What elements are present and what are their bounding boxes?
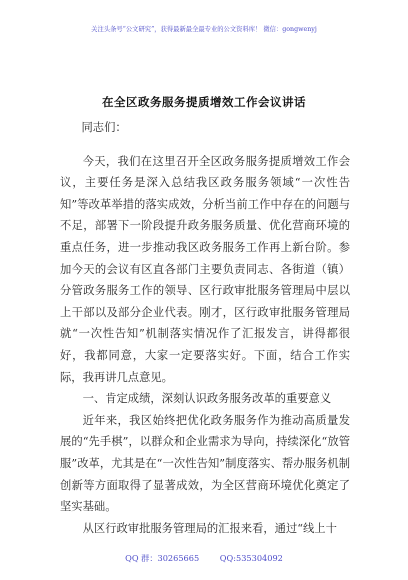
section-heading-1: 一、肯定成绩，深刻认识政务服务改革的重要意义 — [82, 392, 332, 406]
paragraph-report-review: 从区行政审批服务管理局的汇报来看，通过“线上十 — [82, 521, 337, 535]
paragraph-achievements: 近年来，我区始终把优化政务服务作为推动高质量发展的“先手棋”，以群众和企业需求为导向，持续深化“放管服”改革，尤其是在“一次性告知”制度落实、帮办服务机制创新等方面取得了显著成效，为全区营商环境优化奠定了坚实基础。 — [60, 413, 350, 514]
promo-banner: 关注头条号“公文研究”，获得最新最全最专业的公文资料库！ 微信：gongwenyj — [91, 26, 317, 33]
contact-footer — [0, 553, 408, 564]
document-title: 在全区政务服务提质增效工作会议讲话 — [102, 95, 306, 109]
qq-number: QQ:535304092 — [219, 553, 283, 563]
salutation: 同志们： — [81, 121, 127, 134]
qq-group-number: QQ 群：30265665 — [125, 553, 200, 563]
document-body — [60, 117, 350, 539]
paragraph-intro: 今天，我们在这里召开全区政务服务提质增效工作会议，主要任务是深入总结我区政务服务领域“一次性告知”等改革举措的落实成效，分析当前工作中存在的问题与不足，部署下一阶段提升政务服务质量、优化营商环境的重点任务，进一步推动我区政务服务工作再上新台阶。参加今天的会议有区直各部门主要负责同志、各街道（镇）分管政务服务工作的领导、区行政审批服务管理局中层以上干部以及部分企业代表。刚才，区行政审批服务管理局就“一次性告知”机制落实情况作了汇报发言，讲得都很好，我都同意，大家一定要落实好。下面，结合工作实际，我再讲几点意见。 — [60, 154, 350, 384]
